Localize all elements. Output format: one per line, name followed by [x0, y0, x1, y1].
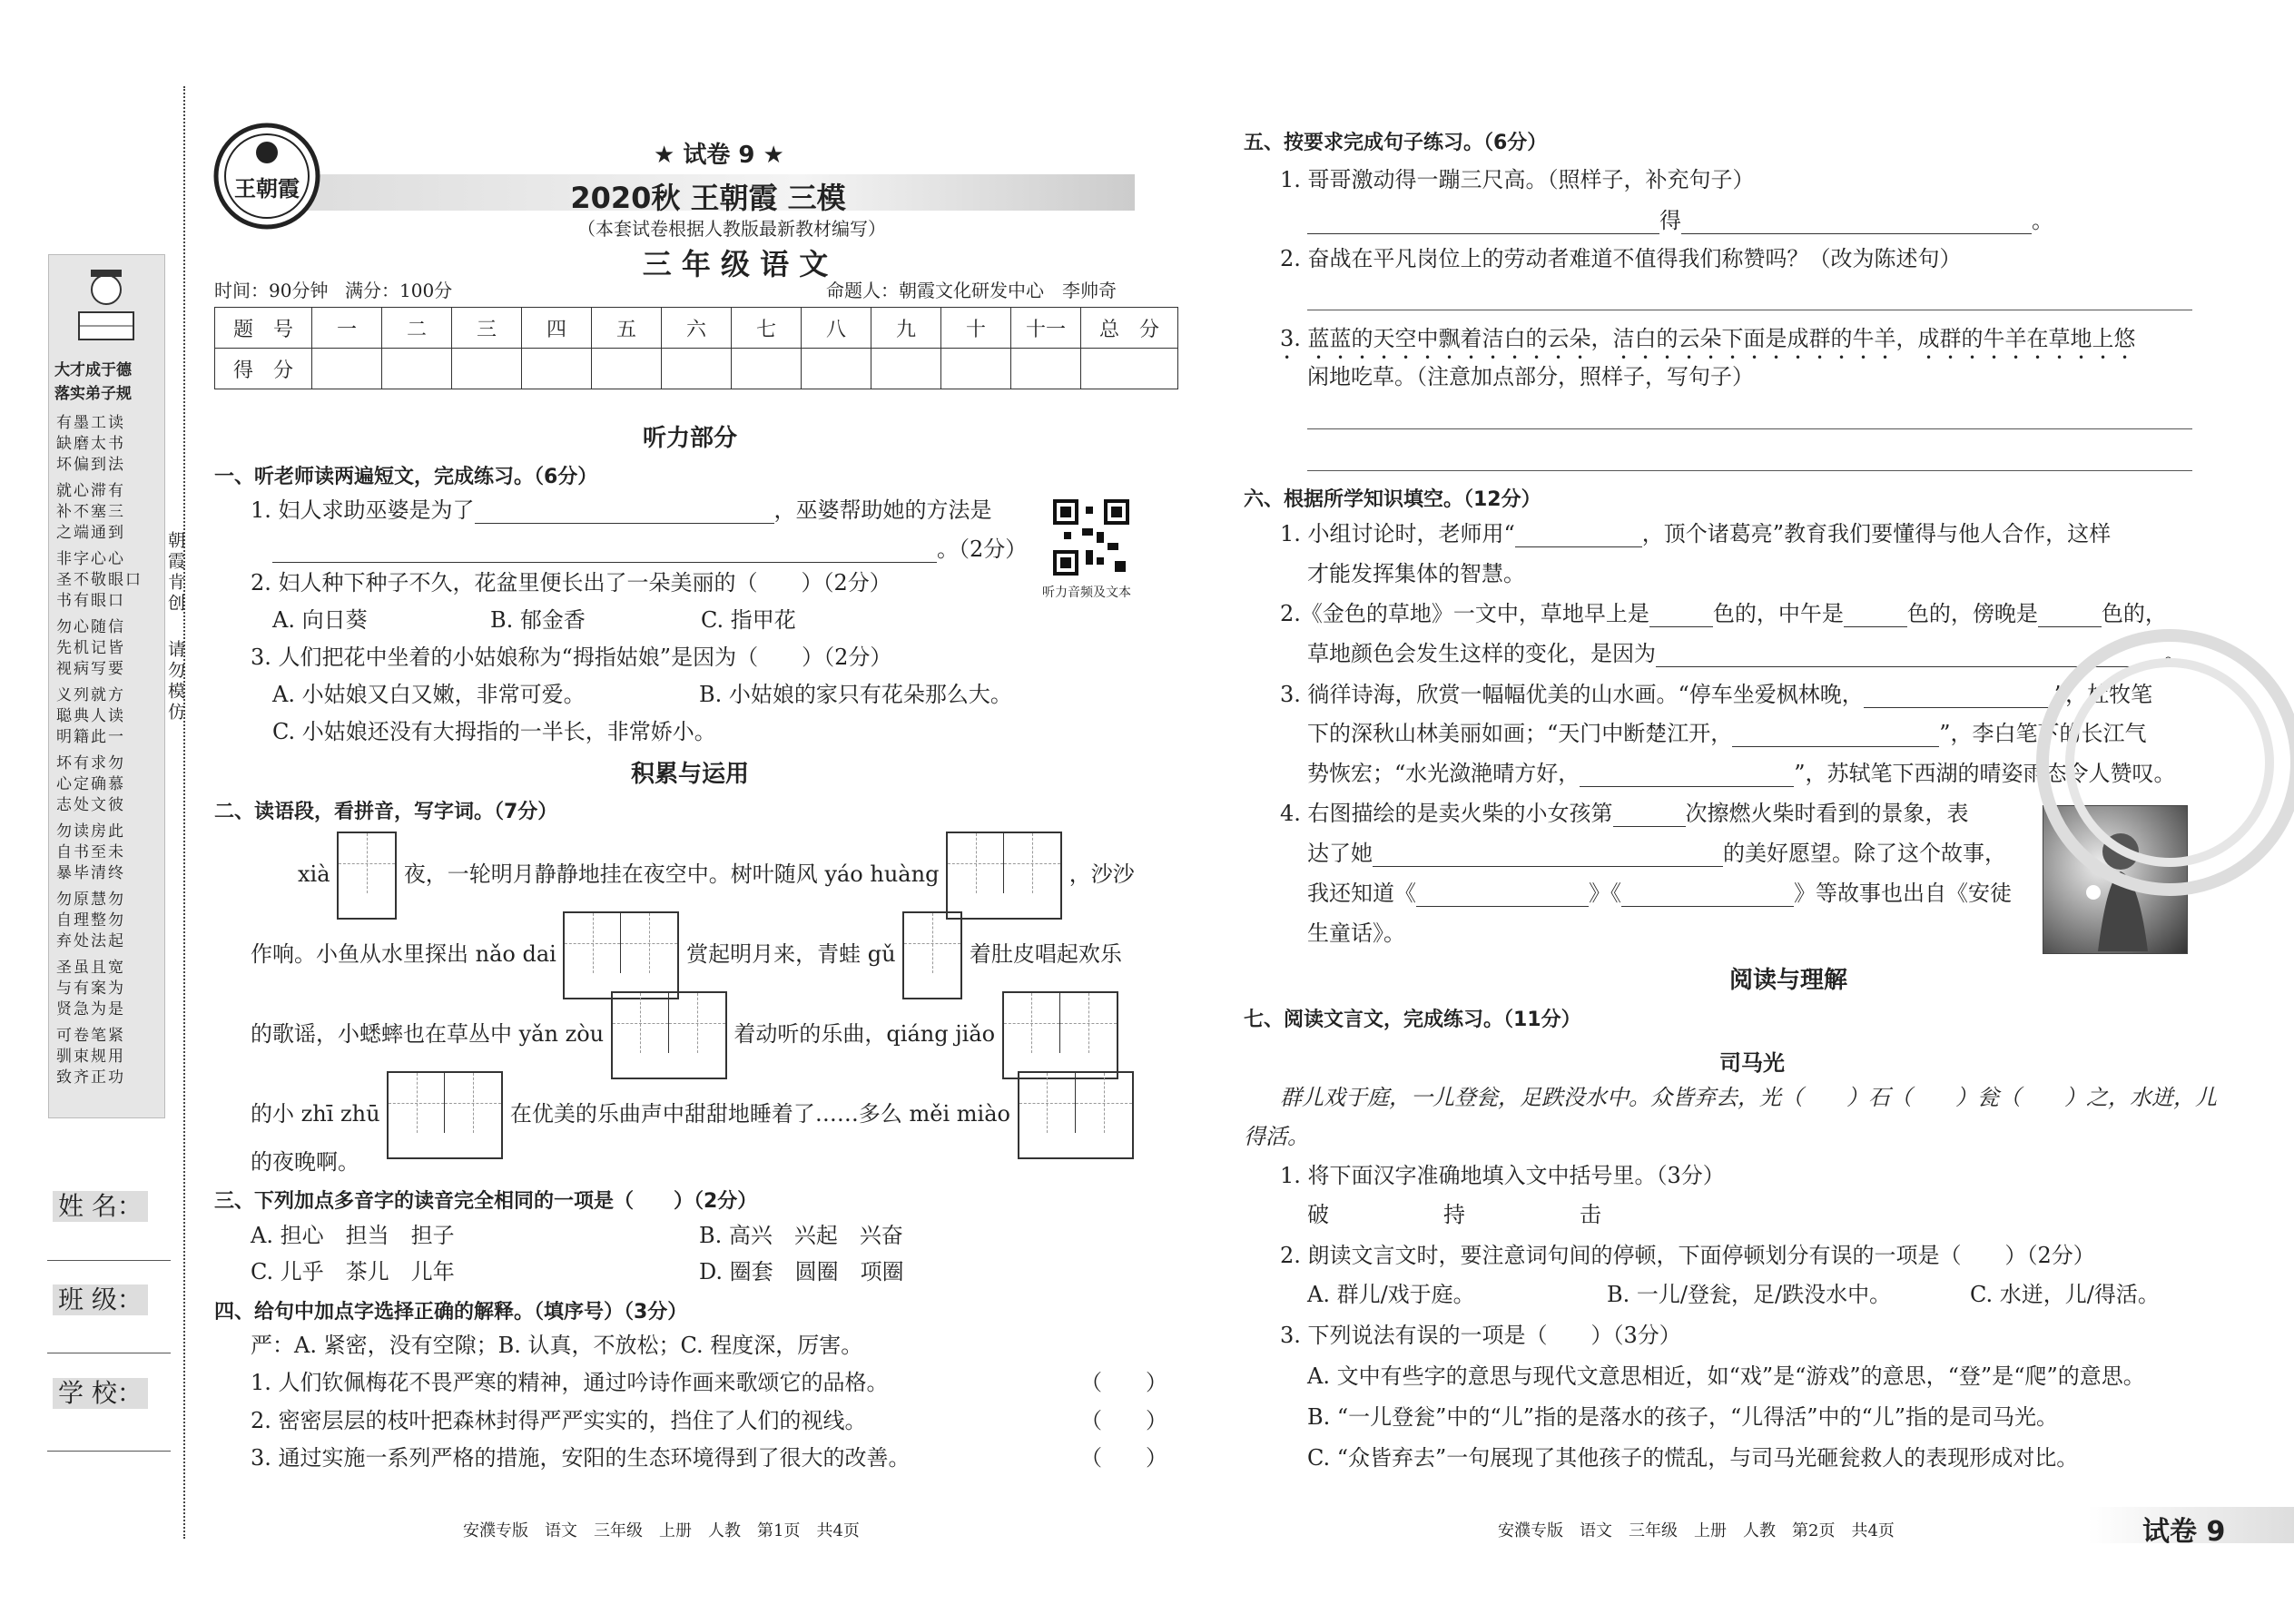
seal-logo-icon	[211, 120, 323, 232]
q2-l1c: ，沙沙	[1068, 861, 1135, 887]
motto-2: 落实弟子规	[54, 385, 132, 403]
side-poem-line: 可卷笔紧	[56, 1027, 125, 1045]
q7-s3-opt-c[interactable]: C. “众皆弃去”一句展现了其他孩子的慌乱，与司马光砸瓮救人的表现形成对比。	[1307, 1445, 2079, 1471]
score-cell[interactable]	[732, 349, 802, 389]
q7-word-2: 持	[1443, 1202, 1465, 1227]
score-header-cell: 五	[592, 308, 662, 349]
side-poem-line: 之端通到	[56, 524, 125, 542]
q1-s1c: 。（2分）	[937, 536, 1028, 562]
paper-tag: 试卷 9	[2142, 1516, 2226, 1548]
side-poem-line: 与有案为	[56, 979, 125, 998]
q6-s2a: 2.《金色的草地》一文中，草地早上是	[1280, 601, 1649, 626]
side-poem-line: 贤急为是	[56, 1000, 125, 1019]
q1-s2-opt-b[interactable]: B. 郁金香	[490, 607, 586, 633]
side-panel	[48, 254, 165, 1118]
q2-grid-4[interactable]	[902, 911, 962, 999]
q1-s2: 2. 妇人种下种子不久，花盆里便长出了一朵美丽的（ ）（2分）	[251, 570, 891, 595]
q6-s2d: 色的，	[2101, 601, 2167, 626]
q6-s3a: 3. 徜徉诗海，欣赏一幅幅优美的山水画。“停车坐爱枫林晚，	[1280, 682, 1864, 707]
score-value-row	[215, 349, 1178, 389]
q6-s2	[1280, 600, 2167, 627]
q5-s1-answer	[1307, 207, 2053, 234]
q6-s4	[1280, 800, 1969, 827]
side-poem-line: 勿原慧勿	[56, 891, 125, 909]
q2-head: 二、读语段，看拼音，写字词。（7分）	[214, 801, 558, 823]
q7-title: 司马光	[1719, 1050, 1785, 1076]
q4-def: 严：A. 紧密，没有空隙；B. 认真，不放松；C. 程度深，厉害。	[251, 1333, 863, 1358]
q1-s3-opt-c[interactable]: C. 小姑娘还没有大拇指的一半长，非常娇小。	[272, 719, 716, 744]
side-poem-line: 义列就方	[56, 686, 125, 704]
binding-line	[183, 86, 185, 1539]
q1-s1-line2	[272, 536, 1027, 563]
q6-s4d: 的美好愿望。除了这个故事，	[1723, 841, 2006, 866]
side-poem-line: 驯束规用	[56, 1048, 125, 1066]
q1-head: 一、听老师读两遍短文，完成练习。（6分）	[214, 466, 598, 488]
q5-blank-2[interactable]	[1681, 213, 2032, 234]
q5-s1-end: 。	[2032, 208, 2053, 233]
q6-s4a: 4. 右图描绘的是卖火柴的小女孩第	[1280, 801, 1613, 826]
q7-s3: 3. 下列说法有误的一项是（ ）（3分）	[1280, 1323, 1681, 1348]
score-row-label: 得 分	[215, 349, 312, 389]
q2-l2b: 赏起明月来，青蛙 gǔ	[686, 941, 896, 967]
student-name-label: 姓 名：	[53, 1191, 148, 1222]
score-cell[interactable]	[452, 349, 522, 389]
side-poem-line: 圣虽且宽	[56, 959, 125, 977]
q1-s2-opt-a[interactable]: A. 向日葵	[272, 607, 368, 633]
q1-s3: 3. 人们把花中坐着的小姑娘称为“拇指姑娘”是因为（ ）（2分）	[251, 645, 892, 670]
q7-s2-opt-b[interactable]: B. 一儿/登瓮，足/跌没水中。	[1607, 1282, 1892, 1307]
q2-l4b: 在优美的乐曲声中甜甜地睡着了……多么 měi miào	[509, 1101, 1010, 1127]
q6-s3	[1280, 681, 2152, 708]
left-footer: 安濮专版 语文 三年级 上册 人教 第1页 共4页	[463, 1521, 860, 1540]
side-label-2	[163, 640, 258, 723]
q1-s2-opt-c[interactable]: C. 指甲花	[701, 607, 796, 633]
q3-opt-d[interactable]: D. 圈套 圆圈 项圈	[699, 1259, 904, 1284]
q1-s1b: ，巫婆帮助她的方法是	[773, 497, 992, 523]
q6-blank-12[interactable]	[1621, 886, 1794, 907]
side-poem-line: 弃处法起	[56, 932, 125, 950]
scholar-icon	[65, 262, 147, 353]
q6-s2b: 色的，中午是	[1712, 601, 1844, 626]
q6-s3c: 下的深秋山林美丽如画；“天门中断楚江开，	[1307, 721, 1733, 746]
q6-blank-1[interactable]	[1515, 527, 1642, 547]
q7-text2: 得活。	[1244, 1124, 1309, 1149]
q7-word-1: 破	[1307, 1202, 1329, 1227]
q6-s1	[1280, 520, 2111, 547]
q2-grid-7[interactable]	[387, 1071, 503, 1159]
q6-s4f: 》《	[1589, 881, 1621, 906]
q3-head: 三、下列加点多音字的读音完全相同的一项是（ ）（2分）	[214, 1190, 758, 1213]
q1-blank-2[interactable]	[272, 542, 937, 563]
q5-s3-line-1[interactable]	[1307, 428, 2192, 429]
q2-line1	[298, 832, 1135, 920]
score-cell[interactable]	[871, 349, 941, 389]
side-poem-line: 圣不敬眼口	[56, 571, 143, 589]
score-cell[interactable]	[662, 349, 732, 389]
q1-blank-1[interactable]	[475, 503, 774, 524]
q2-l3a: 的歌谣，小蟋蟀也在草丛中 yǎn zòu	[251, 1021, 605, 1047]
q2-line4	[251, 1071, 1134, 1159]
q6-s1c: 才能发挥集体的智慧。	[1307, 561, 1525, 586]
score-header-cell: 九	[871, 308, 941, 349]
q4-paren-2[interactable]: （ ）	[1080, 1408, 1167, 1433]
q6-s4b: 次擦燃火柴时看到的景象，表	[1685, 801, 1969, 826]
score-header-cell: 十一	[1011, 308, 1081, 349]
q2-l2c: 着肚皮唱起欢乐	[969, 941, 1122, 967]
score-cell[interactable]	[522, 349, 592, 389]
q2-grid-6[interactable]	[1002, 991, 1118, 1079]
q6-blank-7[interactable]	[1732, 726, 1939, 747]
side-label-text-2: 请勿模仿	[165, 640, 185, 723]
q6-s2f: 。	[2164, 641, 2186, 666]
side-poem-line: 有墨工读	[56, 414, 125, 432]
q6-s2e: 草地颜色会发生这样的变化，是因为	[1307, 641, 1656, 666]
score-table	[214, 307, 1178, 389]
side-poem-line: 非字心心	[56, 550, 125, 568]
q6-s4h: 生童话》。	[1307, 920, 1405, 946]
q6-s1b: ，顶个诸葛亮”教育我们要懂得与他人合作，这样	[1641, 521, 2112, 546]
q7-s2-opt-c[interactable]: C. 水迸，儿/得活。	[1970, 1282, 2160, 1307]
q4-s1: 1. 人们钦佩梅花不畏严寒的精神，通过吟诗作画来歌颂它的品格。	[251, 1370, 889, 1395]
q4-s2: 2. 密密层层的枝叶把森林封得严严实实的，挡住了人们的视线。	[251, 1408, 867, 1433]
q6-s1a: 1. 小组讨论时，老师用“	[1280, 521, 1515, 546]
side-poem-line: 自书至未	[56, 843, 125, 861]
q6-blank-2[interactable]	[1649, 606, 1713, 627]
side-label-text-1: 朝霞肯创	[165, 531, 185, 615]
score-cell[interactable]	[941, 349, 1011, 389]
paper-number: ★ 试卷 9 ★	[654, 142, 784, 169]
seal-text: 王朝霞	[234, 175, 300, 202]
qr-code-icon[interactable]	[1053, 499, 1129, 576]
watermark-seal	[2033, 626, 2294, 899]
side-poem-line: 心定确慕	[56, 775, 125, 793]
side-poem-line: 勿心随信	[56, 618, 125, 636]
score-header-cell: 一	[312, 308, 382, 349]
q1-s1	[251, 497, 992, 524]
motto-1: 大才成于德	[54, 361, 132, 379]
exam-subtitle: （本套试卷根据人教版最新教材编写）	[577, 218, 886, 240]
q2-grid-3[interactable]	[563, 911, 679, 999]
side-poem-line: 暴毕清终	[56, 864, 125, 882]
side-poem-line: 自理整勿	[56, 911, 125, 930]
q6-s2c: 色的，傍晚是	[1906, 601, 2038, 626]
q6-blank-6[interactable]	[1864, 687, 2054, 708]
student-school-label: 学 校：	[53, 1378, 148, 1409]
score-header-cell: 题 号	[215, 308, 312, 349]
q6-s3d: ”，李白笔下的长江气	[1939, 721, 2147, 746]
q4-s3: 3. 通过实施一系列严格的措施，安阳的生态环境得到了很大的改善。	[251, 1445, 911, 1471]
q7-word-3: 击	[1580, 1202, 1601, 1227]
q6-blank-8[interactable]	[1580, 766, 1794, 787]
side-poems	[56, 413, 158, 1094]
side-poem-line: 明籍此一	[56, 728, 125, 746]
q2-l4a: 的小 zhī zhū	[251, 1101, 380, 1127]
side-poem-line: 视病写要	[56, 660, 125, 678]
q6-blank-11[interactable]	[1416, 886, 1589, 907]
side-poem-line: 缺磨太书	[56, 435, 125, 453]
q2-line2	[251, 911, 1122, 999]
q4-paren-1[interactable]: （ ）	[1080, 1370, 1167, 1395]
q6-s4-line2	[1307, 840, 2006, 867]
student-name-field[interactable]	[47, 1260, 171, 1261]
side-label-1	[163, 531, 258, 615]
score-cell[interactable]	[1011, 349, 1081, 389]
side-poem-line: 先机记皆	[56, 639, 125, 657]
accumulation-title: 积累与运用	[630, 761, 749, 788]
score-header-cell: 六	[662, 308, 732, 349]
q1-s3-opt-a[interactable]: A. 小姑娘又白又嫩，非常可爱。	[272, 682, 586, 707]
student-school-field[interactable]	[47, 1451, 171, 1452]
q5-head: 五、按要求完成句子练习。（6分）	[1244, 132, 1548, 154]
q7-s1: 1. 将下面汉字准确地填入文中括号里。（3分）	[1280, 1163, 1725, 1188]
q1-s1a: 1. 妇人求助巫婆是为了	[251, 497, 475, 523]
q2-l3b: 着动听的乐曲，qiáng jiǎo	[733, 1021, 996, 1047]
q4-paren-3[interactable]: （ ）	[1080, 1445, 1167, 1471]
q2-l2a: 作响。小鱼从水里探出 nǎo dai	[251, 941, 556, 967]
q6-s4-line3	[1307, 880, 2012, 907]
side-poem-line: 志处文彼	[56, 796, 125, 814]
q7-s3-opt-a[interactable]: A. 文中有些字的意思与现代文意思相近，如“戏”是“游戏”的意思，“登”是“爬”的意思。	[1307, 1363, 2145, 1389]
score-header-cell: 三	[452, 308, 522, 349]
side-poem-line: 勿读房此	[56, 822, 125, 841]
right-footer: 安濮专版 语文 三年级 上册 人教 第2页 共4页	[1498, 1521, 1895, 1540]
score-header-cell: 八	[802, 308, 871, 349]
q6-s3e: 势恢宏；“水光潋滟晴方好，	[1307, 761, 1580, 786]
side-poem-line: 致齐正功	[56, 1068, 125, 1087]
side-poem-line: 补不塞三	[56, 503, 125, 521]
q4-head: 四、给句中加点字选择正确的解释。（填序号）（3分）	[214, 1301, 688, 1324]
side-poem-line: 坏偏到法	[56, 456, 125, 474]
q5-s3a: 3. 蓝蓝的天空中飘着洁白的云朵，洁白的云朵下面是成群的牛羊，成群的牛羊在草地上悠	[1280, 326, 2136, 351]
q6-s3-line2	[1307, 720, 2147, 747]
score-header-row	[215, 308, 1178, 349]
q6-s4c: 达了她	[1307, 841, 1373, 866]
q2-l1b: 夜，一轮明月静静地挂在夜空中。树叶随风 yáo huàng	[403, 861, 940, 887]
listening-title: 听力部分	[642, 425, 737, 452]
q7-s2-opt-a[interactable]: A. 群儿/戏于庭。	[1307, 1282, 1475, 1307]
grade-title: 三 年 级 语 文	[642, 247, 829, 281]
meta-full: 满分：100分	[345, 280, 453, 301]
meta-author: 命题人：朝霞文化研发中心 李帅奇	[826, 280, 1117, 301]
q3-opt-b[interactable]: B. 高兴 兴起 兴奋	[699, 1223, 903, 1248]
q6-blank-3[interactable]	[1844, 606, 1907, 627]
qr-caption: 听力音频及文本	[1042, 586, 1131, 600]
side-poem-line: 聪典人读	[56, 707, 125, 725]
score-header-cell: 四	[522, 308, 592, 349]
q6-s4e: 我还知道《	[1307, 881, 1416, 906]
q5-blank-1[interactable]	[1307, 213, 1659, 234]
q5-s2: 2. 奋战在平凡岗位上的劳动者难道不值得我们称赞吗？（改为陈述句）	[1280, 246, 1962, 271]
score-cell[interactable]	[1081, 349, 1178, 389]
q6-s3f: ”，苏轼笔下西湖的晴姿雨态令人赞叹。	[1794, 761, 2176, 786]
score-cell[interactable]	[312, 349, 382, 389]
score-header-cell: 七	[732, 308, 802, 349]
q5-s1: 1. 哥哥激动得一蹦三尺高。（照样子，补充句子）	[1280, 167, 1755, 192]
q1-s3-opt-b[interactable]: B. 小姑娘的家只有花朵那么大。	[699, 682, 1012, 707]
q2-grid-8[interactable]	[1018, 1071, 1134, 1159]
q7-head: 七、阅读文言文，完成练习。（11分）	[1244, 1009, 1581, 1031]
q2-l5: 的夜晚啊。	[251, 1149, 359, 1175]
reading-title: 阅读与理解	[1728, 967, 1847, 994]
score-cell[interactable]	[382, 349, 452, 389]
q7-text1: 群儿戏于庭，一儿登瓮，足跌没水中。众皆弃去，光（ ）石（ ）瓮（ ）之，水迸，儿	[1280, 1085, 2217, 1110]
side-poem-line: 就心滞有	[56, 482, 125, 500]
q5-s1-mid: 得	[1659, 208, 1681, 233]
q7-s3-opt-b[interactable]: B. “一儿登瓮”中的“儿”指的是落水的孩子，“儿得活”中的“儿”指的是司马光。	[1307, 1404, 2059, 1430]
student-class-label: 班 级：	[53, 1284, 148, 1315]
score-cell[interactable]	[802, 349, 871, 389]
side-poem-line: 坏有求勿	[56, 754, 125, 773]
exam-title: 2020秋 王朝霞 三模	[570, 181, 846, 215]
q2-pinyin-xia: xià	[298, 861, 330, 887]
q5-s3-line-2[interactable]	[1307, 470, 2192, 471]
q2-line3	[251, 991, 1118, 1079]
q6-s4g: 》等故事也出自《安徒	[1794, 881, 2012, 906]
score-header-cell: 总 分	[1081, 308, 1178, 349]
q3-opt-c[interactable]: C. 儿乎 茶儿 儿年	[251, 1259, 455, 1284]
q6-s3b: ”，杜牧笔	[2053, 682, 2153, 707]
q6-head: 六、根据所学知识填空。（12分）	[1244, 488, 1541, 511]
q2-grid-2[interactable]	[946, 832, 1062, 920]
q3-opt-a[interactable]: A. 担心 担当 担子	[251, 1223, 455, 1248]
q5-s3b: 闲地吃草。（注意加点部分，照样子，写句子）	[1307, 364, 1754, 389]
q2-grid-5[interactable]	[611, 991, 727, 1079]
q6-blank-4[interactable]	[2038, 606, 2102, 627]
score-cell[interactable]	[592, 349, 662, 389]
side-poem-line: 书有眼口	[56, 592, 125, 610]
score-header-cell: 二	[382, 308, 452, 349]
score-header-cell: 十	[941, 308, 1011, 349]
q7-s2: 2. 朗读文言文时，要注意词句间的停顿，下面停顿划分有误的一项是（ ）（2分）	[1280, 1243, 2095, 1268]
q6-blank-9[interactable]	[1613, 806, 1686, 827]
meta-time: 时间：90分钟	[214, 280, 329, 301]
q6-blank-10[interactable]	[1373, 846, 1723, 867]
q2-grid-1[interactable]	[337, 832, 397, 920]
